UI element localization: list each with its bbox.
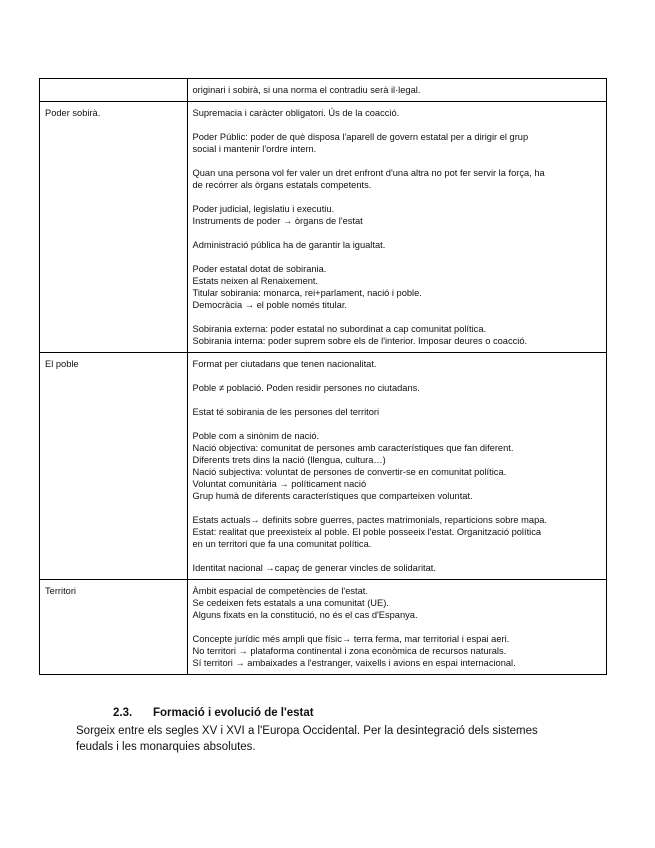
section-heading: [113, 707, 314, 719]
row-description-cell: [187, 79, 606, 102]
description-paragraph: [193, 131, 601, 155]
description-line: Estats neixen al Renaixement.: [192, 276, 319, 286]
description-paragraph: [193, 382, 601, 394]
description-paragraph: [193, 562, 601, 574]
row-term-cell: Territori: [40, 580, 188, 675]
description-line: social i mantenir l'ordre intern.: [192, 144, 317, 154]
description-paragraph: [193, 167, 601, 191]
description-paragraph: [193, 323, 601, 347]
description-line: originari i sobirà, si una norma el contradiu serà il·legal.: [192, 85, 421, 95]
row-description-cell: [187, 580, 606, 675]
description-line: Estat: realitat que preexisteix al poble. El poble posseeix l'estat. Organització política: [192, 527, 542, 537]
description-paragraph: [193, 430, 601, 502]
description-line: Nació subjectiva: voluntat de persones de convertir-se en comunitat política.: [192, 467, 507, 477]
table-row: [40, 353, 607, 580]
table-row: [40, 79, 607, 102]
notes-table: [39, 78, 607, 675]
description-paragraph: [193, 633, 601, 669]
description-line: Poble ≠ població. Poden residir persones no ciutadans.: [192, 383, 420, 393]
description-line: Sobirania interna: poder suprem sobre els de l'interior. Imposar deures o coacció.: [192, 336, 528, 346]
description-line: Nació objectiva: comunitat de persones amb característiques que fan diferent.: [192, 443, 514, 453]
description-line: Àmbit espacial de competències de l'estat.: [192, 586, 368, 596]
description-line: Titular sobirania: monarca, rei+parlament, nació i poble.: [192, 288, 422, 298]
description-line: Alguns fixats en la constitució, no és el cas d'Espanya.: [192, 610, 418, 620]
row-term-cell: Poder sobirà.: [40, 102, 188, 353]
description-paragraph: [193, 107, 601, 119]
description-line: Estats actuals→ definits sobre guerres, pactes matrimonials, reparticions sobre mapa.: [192, 515, 547, 525]
description-line: de recórrer als òrgans estatals competents.: [192, 180, 372, 190]
description-line: Grup humà de diferents característiques que comparteixen voluntat.: [192, 491, 473, 501]
section-number: 2.3.: [113, 707, 133, 719]
notes-table-body: [40, 79, 607, 675]
section-body-text: Sorgeix entre els segles XV i XVI a l'Europa Occidental. Per la desintegració dels sistemes feudals i les monarquies absolutes.: [76, 725, 538, 753]
description-line: Sí territori → ambaixades a l'estranger, vaixells i avions en espai internacional.: [192, 658, 516, 668]
description-line: Se cedeixen fets estatals a una comunitat (UE).: [192, 598, 389, 608]
description-line: Poder judicial, legislatiu i executiu.: [192, 204, 335, 214]
description-line: Estat té sobirania de les persones del territori: [192, 407, 380, 417]
row-term-cell: El poble: [40, 353, 188, 580]
description-line: Format per ciutadans que tenen nacionalitat.: [192, 359, 377, 369]
description-line: Identitat nacional →capaç de generar vincles de solidaritat.: [192, 563, 436, 573]
description-paragraph: [193, 239, 601, 251]
description-line: Diferents trets dins la nació (llengua, cultura…): [192, 455, 386, 465]
description-line: Sobirania externa: poder estatal no subordinat a cap comunitat política.: [192, 324, 487, 334]
section-title: Formació i evolució de l'estat: [153, 707, 314, 719]
description-paragraph: [193, 203, 601, 227]
row-description-cell: [187, 102, 606, 353]
row-description-cell: [187, 353, 606, 580]
description-paragraph: [193, 358, 601, 370]
description-line: Poder estatal dotat de sobirania.: [192, 264, 327, 274]
table-row: [40, 102, 607, 353]
description-line: No territori → plataforma continental i zona econòmica de recursos naturals.: [192, 646, 507, 656]
row-term-cell: [40, 79, 188, 102]
description-line: Quan una persona vol fer valer un dret enfront d'una altra no pot fer servir la força, ha: [192, 168, 545, 178]
description-line: Supremacia i caràcter obligatori. Ús de la coacció.: [192, 108, 400, 118]
description-line: Administració pública ha de garantir la igualtat.: [192, 240, 386, 250]
description-paragraph: [193, 406, 601, 418]
description-paragraph: [193, 263, 601, 311]
description-paragraph: [193, 84, 601, 96]
description-line: Poder Públic: poder de què disposa l'aparell de govern estatal per a dirigir el grup: [192, 132, 529, 142]
description-paragraph: [193, 585, 601, 621]
description-line: Poble com a sinònim de nació.: [192, 431, 320, 441]
description-line: Instruments de poder → òrgans de l'estat: [192, 216, 363, 226]
description-line: Concepte jurídic més ampli que físic→ terra ferma, mar territorial i espai aeri.: [192, 634, 510, 644]
description-line: Democràcia → el poble només titular.: [192, 300, 348, 310]
table-row: [40, 580, 607, 675]
description-line: Voluntat comunitària → políticament nació: [192, 479, 367, 489]
description-paragraph: [193, 514, 601, 550]
description-line: en un territori que fa una comunitat política.: [192, 539, 372, 549]
